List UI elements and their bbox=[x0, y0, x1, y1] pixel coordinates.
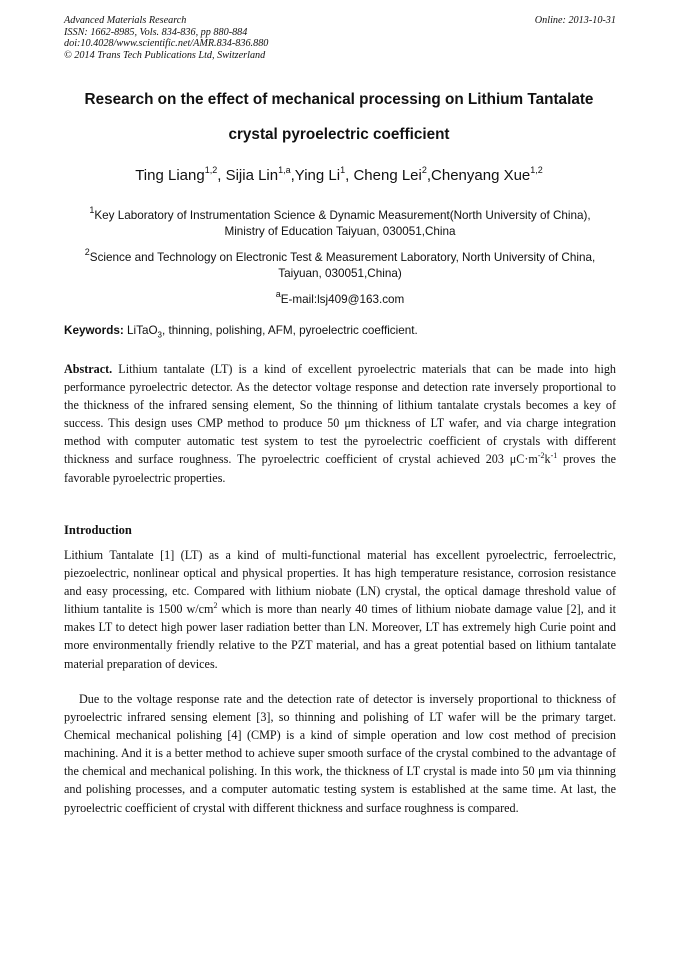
keywords: Keywords: LiTaO$_3$, thinning, polishing, AFM, pyroelectric coefficient. bbox=[64, 324, 418, 340]
online-date: Online: 2013-10-31 bbox=[534, 15, 616, 26]
author: Chenyang Xue$^{1,2}$ bbox=[431, 165, 543, 184]
author: Ying Li$^1$, bbox=[294, 165, 354, 184]
affiliation-2: $^2$Science and Technology on Electronic Test & Measurement Laboratory, North University of China, Taiyuan, 030051,China) bbox=[84, 247, 596, 281]
author: Cheng Lei$^2$, bbox=[353, 165, 432, 184]
intro-paragraph-1: Lithium Tantalate [1] (LT) as a kind of multi-functional material has excellent pyroelectric, ferroelectric, piezoelectric, nonlinear optical and physical properties. It has high temperature resistance, corrosion resistance and easy processing, etc. Compared with lithium niobate (LN) crystal, the optical damage threshold value of lithium tantalite is 1500 $w/cm^2$ which is more than nearly 40 times of lithium niobate damage value [2], and it makes LT to detect high power laser radiation better than LN. Moreover, LT has extremely high Curie point and more environmentally friendly relative to the PZT material, and has a great potential based on lithium tantalate material preparation of devices. bbox=[64, 548, 616, 671]
author-email: $^a$E-mail:lsj409@163.com bbox=[275, 289, 405, 306]
author-list bbox=[40, 166, 638, 184]
abstract: Abstract. Lithium tantalate (LT) is a kind of excellent pyroelectric materials that can be made into high performance pyroelectric detector. As the detector voltage response and detection rate inversely proportional to the thickness of the infrared sensing element, So the thinning of lithium tantalate crystals becomes a key of success. This design uses CMP method to produce 50 μm thickness of LT wafer, and via charge integration method with computer automatic test system to test the pyroelectric coefficient of crystals with different thickness and surface roughness. The pyroelectric coefficient of crystal achieved 203 $\mu C\cdot m^{-2}k^{-1}$ proves the favorable pyroelectric properties. bbox=[64, 362, 616, 485]
author: Sijia Lin$^{1,a}$, bbox=[225, 165, 295, 184]
paper-title-line-1: Research on the effect of mechanical processing on Lithium Tantalate bbox=[84, 91, 594, 108]
paper-title-line-2: crystal pyroelectric coefficient bbox=[228, 126, 450, 143]
journal-doi: doi:10.4028/www.scientific.net/AMR.834-836.880 bbox=[64, 38, 269, 50]
intro-paragraph-2: Due to the voltage response rate and the detection rate of detector is inversely proportional to thickness of pyroelectric infrared sensing element [3], so thinning and polishing of LT wafer will be the primary target. Chemical mechanical polishing [4] (CMP) is a kind of simple operation and low cost method of precision machining. And it is a better method to achieve super smooth surface of the crystal combined to the advantage of the chemical and mechanical polishing. In this work, the thickness of LT crystal is made into 50 μm via thinning and polishing processes, and a computer automatic testing system is established at the same time. At last, the pyroelectric coefficient of crystal with different thickness and surface roughness is compared. bbox=[64, 692, 616, 815]
author: Ting Liang$^{1,2}$, bbox=[135, 165, 226, 184]
abstract-label: Abstract. bbox=[64, 362, 113, 376]
journal-header bbox=[64, 15, 616, 61]
section-heading-introduction: Introduction bbox=[64, 523, 132, 537]
journal-issn: ISSN: 1662-8985, Vols. 834-836, pp 880-884 bbox=[64, 26, 248, 38]
affiliation-1: $^1$Key Laboratory of Instrumentation Science & Dynamic Measurement(North University of China), Ministry of Education Taiyuan, 030051,China bbox=[89, 205, 591, 239]
journal-copyright: © 2014 Trans Tech Publications Ltd, Switzerland bbox=[64, 49, 266, 61]
journal-name: Advanced Materials Research bbox=[64, 15, 187, 26]
keywords-label: Keywords: bbox=[64, 324, 124, 337]
